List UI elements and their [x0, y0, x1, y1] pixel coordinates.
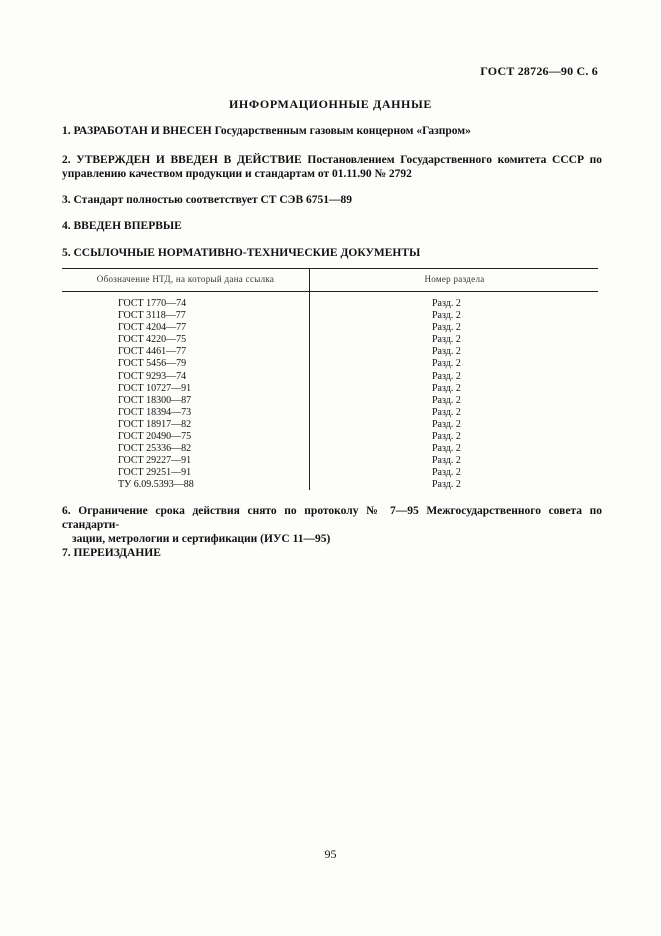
item-first-introduced: 4. ВВЕДЕН ВПЕРВЫЕ: [62, 220, 182, 232]
table-row: [62, 322, 598, 334]
row-section: Разд. 2: [432, 334, 461, 346]
table-row: [62, 358, 598, 370]
row-section: Разд. 2: [432, 370, 461, 382]
column-header-section: Номер раздела: [309, 269, 599, 291]
row-section: Разд. 2: [432, 346, 461, 358]
reference-table: [62, 268, 598, 490]
row-document: ГОСТ 5456—79: [118, 358, 187, 370]
row-document: ГОСТ 29227—91: [118, 455, 192, 467]
row-section: Разд. 2: [432, 418, 461, 430]
row-section: Разд. 2: [432, 310, 461, 322]
table-row: [62, 383, 598, 395]
row-section: Разд. 2: [432, 382, 461, 394]
item-reissue: 7. ПЕРЕИЗДАНИЕ: [62, 547, 161, 559]
item-compliance: 3. Стандарт полностью соответствует СТ СЭВ 6751—89: [62, 194, 353, 206]
table-row: [62, 310, 598, 322]
row-document: ГОСТ 9293—74: [118, 370, 187, 382]
item-approved: [62, 153, 602, 181]
row-section: Разд. 2: [432, 467, 461, 479]
table-row: [62, 346, 598, 358]
row-section: Разд. 2: [432, 298, 461, 309]
row-document: ГОСТ 4220—75: [118, 334, 187, 346]
row-document: ТУ 6.09.5393—88: [118, 479, 194, 491]
row-document: ГОСТ 3118—77: [118, 310, 186, 322]
row-section: Разд. 2: [432, 358, 461, 370]
table-row: [62, 298, 598, 310]
table-row: [62, 371, 598, 383]
table-row: [62, 443, 598, 455]
item-validity-line2: зации, метрологии и сертификации (ИУС 11—95): [72, 533, 331, 545]
item-references: 5. ССЫЛОЧНЫЕ НОРМАТИВНО-ТЕХНИЧЕСКИЕ ДОКУМЕНТЫ: [62, 247, 421, 259]
table-row: [62, 419, 598, 431]
row-document: ГОСТ 25336—82: [118, 443, 192, 455]
table-rows: [62, 298, 598, 492]
item-developed: 1. РАЗРАБОТАН И ВНЕСЕН Государственным газовым концерном «Газпром»: [62, 125, 471, 137]
row-section: Разд. 2: [432, 394, 461, 406]
row-section: Разд. 2: [432, 431, 461, 443]
row-document: ГОСТ 10727—91: [118, 382, 192, 394]
row-section: Разд. 2: [432, 443, 461, 455]
row-document: ГОСТ 4204—77: [118, 322, 187, 334]
table-row: [62, 431, 598, 443]
row-section: Разд. 2: [432, 322, 461, 334]
column-header-document: Обозначение НТД, на который дана ссылка: [96, 274, 275, 284]
row-document: ГОСТ 1770—74: [118, 298, 187, 309]
table-row: [62, 407, 598, 419]
page-number: 95: [324, 847, 337, 861]
table-row: [62, 334, 598, 346]
page-title: ИНФОРМАЦИОННЫЕ ДАННЫЕ: [229, 97, 432, 111]
table-body: [62, 292, 598, 490]
row-document: ГОСТ 18300—87: [118, 394, 192, 406]
item-approved-line1: 2. УТВЕРЖДЕН И ВВЕДЕН В ДЕЙСТВИЕ Постановлением Государственного комитета СССР по: [62, 154, 602, 166]
table-header: [62, 268, 598, 292]
table-row: [62, 395, 598, 407]
row-document: ГОСТ 29251—91: [118, 467, 192, 479]
row-document: ГОСТ 18917—82: [118, 418, 192, 430]
item-approved-line2: управлению качеством продукции и стандартам от 01.11.90 № 2792: [62, 168, 412, 180]
table-row: [62, 479, 598, 491]
row-section: Разд. 2: [432, 479, 461, 491]
row-document: ГОСТ 20490—75: [118, 431, 192, 443]
row-document: ГОСТ 18394—73: [118, 406, 192, 418]
document-code: ГОСТ 28726—90 С. 6: [480, 64, 598, 78]
item-validity-limit: [62, 504, 602, 546]
row-section: Разд. 2: [432, 406, 461, 418]
table-row: [62, 455, 598, 467]
row-document: ГОСТ 4461—77: [118, 346, 187, 358]
table-row: [62, 467, 598, 479]
item-validity-line1: 6. Ограничение срока действия снято по протоколу № 7—95 Межгосударственного совета по стандарти-: [62, 505, 602, 531]
row-section: Разд. 2: [432, 455, 461, 467]
